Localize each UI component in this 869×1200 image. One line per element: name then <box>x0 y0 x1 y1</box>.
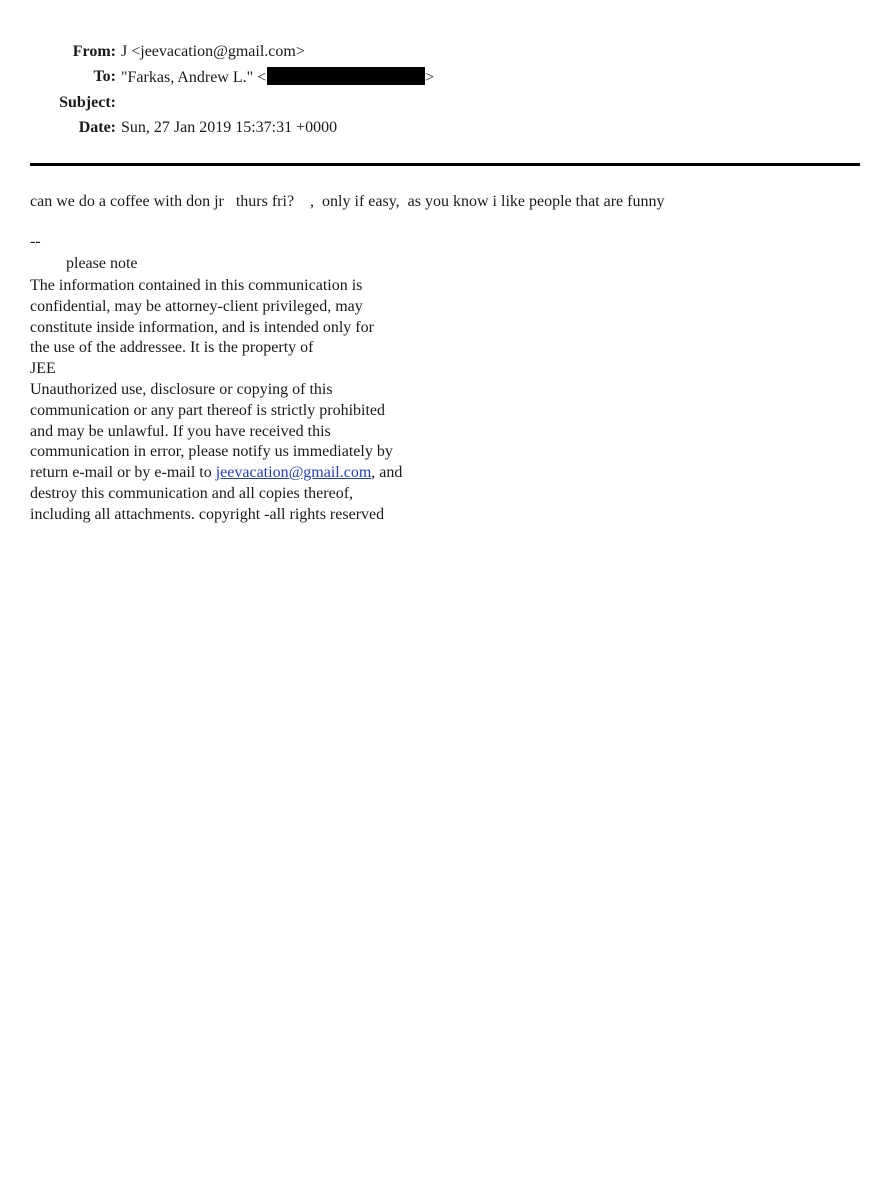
subject-row <box>0 93 500 113</box>
disclaimer-line: Unauthorized use, disclosure or copying of this <box>30 380 333 398</box>
disclaimer-line: the use of the addressee. It is the property of <box>30 339 314 357</box>
confidentiality-disclaimer <box>30 276 470 526</box>
return-suffix: , and <box>371 464 403 482</box>
header-divider <box>30 163 860 166</box>
disclaimer-line: including all attachments. copyright -all rights reserved <box>30 505 385 523</box>
from-label: From: <box>72 43 116 60</box>
redaction-bar <box>267 67 425 85</box>
from-label-col <box>0 42 116 62</box>
date-value: Sun, 27 Jan 2019 15:37:31 +0000 <box>121 119 338 136</box>
disclaimer-line: communication in error, please notify us immediately by <box>30 443 393 461</box>
from-row <box>0 42 500 62</box>
disclaimer-line: and may be unlawful. If you have received this <box>30 422 331 440</box>
to-label-col <box>0 67 116 87</box>
disclaimer-line: constitute inside information, and is intended only for <box>30 318 374 336</box>
to-value <box>121 67 434 88</box>
subject-label: Subject: <box>59 94 116 111</box>
disclaimer-line: destroy this communication and all copies thereof, <box>30 484 354 502</box>
to-label: To: <box>93 68 116 85</box>
to-value-prefix: "Farkas, Andrew L." < <box>121 69 267 86</box>
date-label-col <box>0 118 116 138</box>
disclaimer-line: communication or any part thereof is strictly prohibited <box>30 401 386 419</box>
date-label: Date: <box>78 119 116 136</box>
date-row <box>0 118 500 138</box>
subject-label-col <box>0 93 116 113</box>
disclaimer-line: JEE <box>30 360 56 378</box>
email-link[interactable]: jeevacation@gmail.com <box>215 464 372 482</box>
to-row <box>0 67 500 87</box>
disclaimer-line: The information contained in this communication is <box>30 277 363 294</box>
disclaimer-line-with-link <box>30 463 470 484</box>
from-value: J <jeevacation@gmail.com> <box>121 43 305 60</box>
signature-note: please note <box>66 255 138 272</box>
message-body: can we do a coffee with don jr thurs fri? , only if easy, as you know i like people that are funny <box>30 193 665 210</box>
disclaimer-line: confidential, may be attorney-client privileged, may <box>30 297 363 315</box>
signature-separator: -- <box>30 233 41 250</box>
to-value-suffix: > <box>425 69 435 86</box>
return-prefix: return e-mail or by e-mail to <box>30 464 216 482</box>
